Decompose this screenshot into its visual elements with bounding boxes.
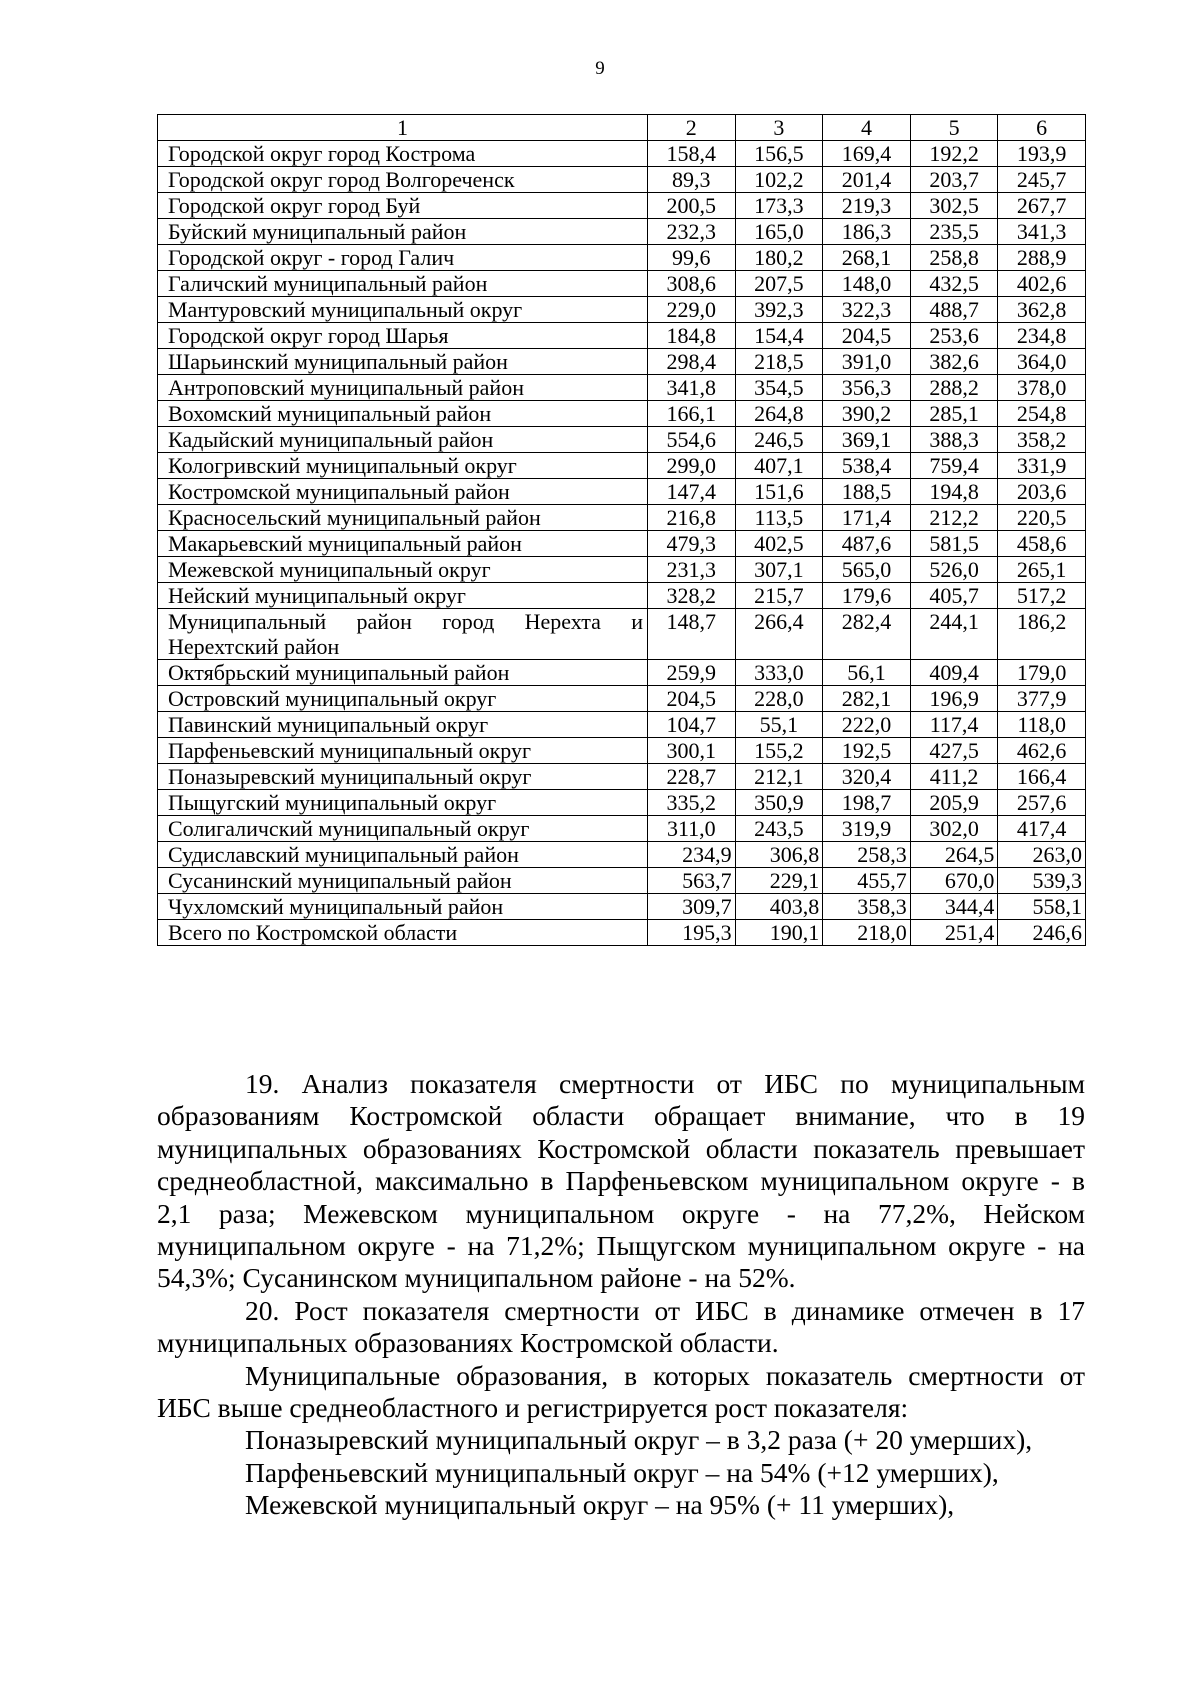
column-header: 3 [735,115,823,141]
table-row [158,219,1086,245]
value-cell: 147,4 [648,479,736,505]
value-cell: 56,1 [823,660,911,686]
municipality-name: Межевской муниципальный округ [158,557,648,583]
value-cell: 479,3 [648,531,736,557]
municipality-name: Судиславский муниципальный район [158,842,648,868]
value-cell: 246,5 [735,427,823,453]
value-cell: 311,0 [648,816,736,842]
municipality-name: Парфеньевский муниципальный округ [158,738,648,764]
value-cell: 258,8 [910,245,998,271]
value-cell: 358,2 [998,427,1086,453]
value-cell: 390,2 [823,401,911,427]
municipality-name: Шарьинский муниципальный район [158,349,648,375]
value-cell: 409,4 [910,660,998,686]
table-row [158,167,1086,193]
value-cell: 392,3 [735,297,823,323]
municipality-name: Городской округ город Кострома [158,141,648,167]
paragraph: Муниципальные образования, в которых показатель смертности от ИБС выше среднеобластного и регистрируется рост показателя: [157,1359,1085,1424]
value-cell: 258,3 [823,842,911,868]
value-cell: 358,3 [823,894,911,920]
value-cell: 186,3 [823,219,911,245]
value-cell: 215,7 [735,583,823,609]
municipality-name: Городской округ - город Галич [158,245,648,271]
value-cell: 234,9 [648,842,736,868]
value-cell: 156,5 [735,141,823,167]
municipality-name: Солигаличский муниципальный округ [158,816,648,842]
value-cell: 171,4 [823,505,911,531]
value-cell: 244,1 [910,609,998,660]
value-cell: 299,0 [648,453,736,479]
column-header: 6 [998,115,1086,141]
value-cell: 228,0 [735,686,823,712]
municipality-name: Павинский муниципальный округ [158,712,648,738]
value-cell: 218,5 [735,349,823,375]
table-row [158,375,1086,401]
table-row [158,764,1086,790]
value-cell: 165,0 [735,219,823,245]
value-cell: 320,4 [823,764,911,790]
value-cell: 89,3 [648,167,736,193]
value-cell: 306,8 [735,842,823,868]
municipality-name: Октябрьский муниципальный район [158,660,648,686]
value-cell: 302,0 [910,816,998,842]
value-cell: 309,7 [648,894,736,920]
value-cell: 670,0 [910,868,998,894]
value-cell: 335,2 [648,790,736,816]
value-cell: 526,0 [910,557,998,583]
municipality-name: Всего по Костромской области [158,920,648,946]
table-row [158,790,1086,816]
value-cell: 563,7 [648,868,736,894]
municipality-name: Кадыйский муниципальный район [158,427,648,453]
municipality-name: Антроповский муниципальный район [158,375,648,401]
value-cell: 407,1 [735,453,823,479]
table-header-row [158,115,1086,141]
value-cell: 201,4 [823,167,911,193]
table-row [158,712,1086,738]
list-item: Парфеньевский муниципальный округ – на 54% (+12 умерших), [245,1456,999,1488]
table-row [158,297,1086,323]
value-cell: 267,7 [998,193,1086,219]
value-cell: 195,3 [648,920,736,946]
municipality-name: Вохомский муниципальный район [158,401,648,427]
table-row [158,531,1086,557]
value-cell: 322,3 [823,297,911,323]
municipality-name: Городской округ город Волгореченск [158,167,648,193]
value-cell: 308,6 [648,271,736,297]
municipality-name: Красносельский муниципальный район [158,505,648,531]
value-cell: 288,2 [910,375,998,401]
value-cell: 554,6 [648,427,736,453]
value-cell: 216,8 [648,505,736,531]
value-cell: 382,6 [910,349,998,375]
value-cell: 166,4 [998,764,1086,790]
municipality-name: Чухломский муниципальный район [158,894,648,920]
table-row [158,894,1086,920]
value-cell: 402,6 [998,271,1086,297]
value-cell: 192,5 [823,738,911,764]
value-cell: 331,9 [998,453,1086,479]
value-cell: 251,4 [910,920,998,946]
table-row [158,583,1086,609]
table-row [158,427,1086,453]
value-cell: 377,9 [998,686,1086,712]
value-cell: 402,5 [735,531,823,557]
value-cell: 263,0 [998,842,1086,868]
value-cell: 180,2 [735,245,823,271]
value-cell: 155,2 [735,738,823,764]
column-header: 5 [910,115,998,141]
value-cell: 205,9 [910,790,998,816]
value-cell: 319,9 [823,816,911,842]
value-cell: 204,5 [648,686,736,712]
list-item: Межевской муниципальный округ – на 95% (+ 11 умерших), [245,1489,955,1521]
municipality-name: Буйский муниципальный район [158,219,648,245]
value-cell: 350,9 [735,790,823,816]
value-cell: 288,9 [998,245,1086,271]
municipality-name: Костромской муниципальный район [158,479,648,505]
value-cell: 565,0 [823,557,911,583]
value-cell: 192,2 [910,141,998,167]
value-cell: 298,4 [648,349,736,375]
value-cell: 458,6 [998,531,1086,557]
value-cell: 362,8 [998,297,1086,323]
value-cell: 198,7 [823,790,911,816]
value-cell: 99,6 [648,245,736,271]
value-cell: 203,6 [998,479,1086,505]
value-cell: 391,0 [823,349,911,375]
value-cell: 234,8 [998,323,1086,349]
value-cell: 341,8 [648,375,736,401]
table-row [158,193,1086,219]
value-cell: 356,3 [823,375,911,401]
value-cell: 231,3 [648,557,736,583]
value-cell: 264,8 [735,401,823,427]
value-cell: 166,1 [648,401,736,427]
value-cell: 235,5 [910,219,998,245]
value-cell: 200,5 [648,193,736,219]
value-cell: 341,3 [998,219,1086,245]
column-header: 4 [823,115,911,141]
municipality-name: Сусанинский муниципальный район [158,868,648,894]
value-cell: 190,1 [735,920,823,946]
value-cell: 212,2 [910,505,998,531]
value-cell: 179,0 [998,660,1086,686]
municipality-name: Мантуровский муниципальный округ [158,297,648,323]
value-cell: 254,8 [998,401,1086,427]
value-cell: 222,0 [823,712,911,738]
value-cell: 266,4 [735,609,823,660]
value-cell: 253,6 [910,323,998,349]
mortality-table [157,114,1086,946]
value-cell: 257,6 [998,790,1086,816]
value-cell: 104,7 [648,712,736,738]
value-cell: 539,3 [998,868,1086,894]
value-cell: 102,2 [735,167,823,193]
table-row [158,271,1086,297]
table-row [158,479,1086,505]
paragraph: 20. Рост показателя смертности от ИБС в динамике отмечен в 17 муниципальных образованиях Костромской области. [157,1294,1085,1359]
value-cell: 268,1 [823,245,911,271]
table-row [158,868,1086,894]
value-cell: 378,0 [998,375,1086,401]
value-cell: 388,3 [910,427,998,453]
value-cell: 307,1 [735,557,823,583]
table-row [158,505,1086,531]
column-header: 1 [158,115,648,141]
municipality-name: Городской округ город Буй [158,193,648,219]
municipality-name: Пыщугский муниципальный округ [158,790,648,816]
table-row [158,842,1086,868]
value-cell: 403,8 [735,894,823,920]
table-row [158,920,1086,946]
value-cell: 427,5 [910,738,998,764]
value-cell: 196,9 [910,686,998,712]
table-row [158,453,1086,479]
value-cell: 538,4 [823,453,911,479]
value-cell: 487,6 [823,531,911,557]
list-item: Поназыревский муниципальный округ – в 3,2 раза (+ 20 умерших), [245,1424,1033,1456]
table-row [158,323,1086,349]
value-cell: 148,0 [823,271,911,297]
value-cell: 186,2 [998,609,1086,660]
value-cell: 173,3 [735,193,823,219]
value-cell: 517,2 [998,583,1086,609]
value-cell: 207,5 [735,271,823,297]
value-cell: 55,1 [735,712,823,738]
value-cell: 228,7 [648,764,736,790]
value-cell: 246,6 [998,920,1086,946]
municipality-name: Островский муниципальный округ [158,686,648,712]
body-text [157,1068,1085,1522]
value-cell: 245,7 [998,167,1086,193]
value-cell: 432,5 [910,271,998,297]
value-cell: 113,5 [735,505,823,531]
value-cell: 204,5 [823,323,911,349]
table-row [158,349,1086,375]
value-cell: 488,7 [910,297,998,323]
page-number: 9 [595,58,605,79]
value-cell: 558,1 [998,894,1086,920]
table-row [158,660,1086,686]
value-cell: 364,0 [998,349,1086,375]
value-cell: 354,5 [735,375,823,401]
value-cell: 759,4 [910,453,998,479]
table-row [158,245,1086,271]
value-cell: 158,4 [648,141,736,167]
value-cell: 220,5 [998,505,1086,531]
value-cell: 455,7 [823,868,911,894]
municipality-name: Галичский муниципальный район [158,271,648,297]
value-cell: 218,0 [823,920,911,946]
value-cell: 265,1 [998,557,1086,583]
value-cell: 219,3 [823,193,911,219]
value-cell: 243,5 [735,816,823,842]
value-cell: 328,2 [648,583,736,609]
value-cell: 285,1 [910,401,998,427]
value-cell: 117,4 [910,712,998,738]
value-cell: 581,5 [910,531,998,557]
value-cell: 417,4 [998,816,1086,842]
value-cell: 148,7 [648,609,736,660]
value-cell: 188,5 [823,479,911,505]
value-cell: 229,0 [648,297,736,323]
value-cell: 344,4 [910,894,998,920]
value-cell: 259,9 [648,660,736,686]
value-cell: 194,8 [910,479,998,505]
table-body [158,141,1086,946]
municipality-name: Городской округ город Шарья [158,323,648,349]
value-cell: 151,6 [735,479,823,505]
value-cell: 282,1 [823,686,911,712]
column-header: 2 [648,115,736,141]
value-cell: 118,0 [998,712,1086,738]
value-cell: 405,7 [910,583,998,609]
table-row [158,557,1086,583]
value-cell: 369,1 [823,427,911,453]
municipality-name: Муниципальный район город Нерехта и Нерехтский район [158,609,648,660]
value-cell: 184,8 [648,323,736,349]
municipality-name: Нейский муниципальный округ [158,583,648,609]
table-row [158,609,1086,660]
table-row [158,401,1086,427]
table-row [158,738,1086,764]
paragraph: 19. Анализ показателя смертности от ИБС по муниципальным образованиям Костромской области обращает внимание, что в 19 муниципальных образованиях Костромской области показатель превышает среднеобластной, максимально в Парфеньевском муниципальном округе - в 2,1 раза; Межевском муниципальном округе - на 77,2%, Нейском муниципальном округе - на 71,2%; Пыщугском муниципальном округе - на 54,3%; Сусанинском муниципальном районе - на 52%. [157,1068,1085,1294]
municipality-name: Кологривский муниципальный округ [158,453,648,479]
municipality-name: Макарьевский муниципальный район [158,531,648,557]
value-cell: 302,5 [910,193,998,219]
value-cell: 232,3 [648,219,736,245]
value-cell: 212,1 [735,764,823,790]
value-cell: 169,4 [823,141,911,167]
municipality-name: Поназыревский муниципальный округ [158,764,648,790]
value-cell: 300,1 [648,738,736,764]
table-row [158,686,1086,712]
value-cell: 193,9 [998,141,1086,167]
table-row [158,141,1086,167]
value-cell: 203,7 [910,167,998,193]
value-cell: 264,5 [910,842,998,868]
value-cell: 229,1 [735,868,823,894]
value-cell: 333,0 [735,660,823,686]
table-row [158,816,1086,842]
value-cell: 282,4 [823,609,911,660]
value-cell: 462,6 [998,738,1086,764]
value-cell: 411,2 [910,764,998,790]
value-cell: 179,6 [823,583,911,609]
value-cell: 154,4 [735,323,823,349]
